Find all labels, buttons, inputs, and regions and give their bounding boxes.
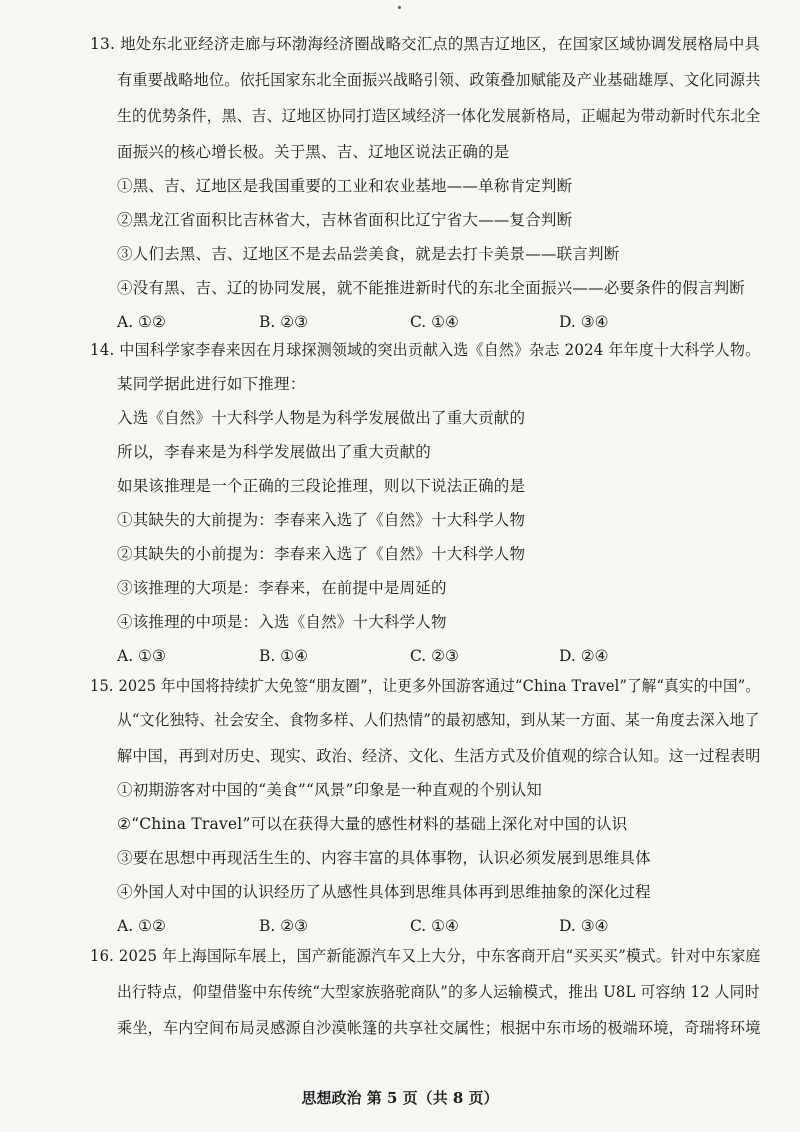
option-a[interactable]: A. ①② [117,917,166,935]
question-13-line-2: 有重要战略地位。依托国家东北全面振兴战略引领、政策叠加赋能及产业基础雄厚、文化同源共 [117,71,761,89]
statement-1: ①其缺失的大前提为：李春来入选了《自然》十大科学人物 [117,511,526,529]
option-c[interactable]: C. ①④ [410,313,459,331]
question-14-line-4: 所以，李春来是为科学发展做出了重大贡献的 [117,443,432,461]
question-13-line-1: 13. 地处东北亚经济走廊与环渤海经济圈战略交汇点的黑吉辽地区，在国家区域协调发展格局中具 [90,35,761,53]
question-15-line-2: 从“文化独特、社会安全、食物多样、人们热情”的最初感知，到从某一方面、某一角度去深入地了 [117,711,760,729]
scan-dot [398,6,401,9]
statement-4: ④没有黑、吉、辽的协同发展，就不能推进新时代的东北全面振兴——必要条件的假言判断 [117,279,746,297]
statement-3: ③该推理的大项是：李春来，在前提中是周延的 [117,579,447,597]
question-13-line-3: 生的优势条件，黑、吉、辽地区协同打造区域经济一体化发展新格局，正崛起为带动新时代东北全 [117,107,761,125]
page-footer: 思想政治 第 5 页（共 8 页） [301,1089,499,1107]
option-c[interactable]: C. ①④ [410,917,459,935]
question-14-line-2: 某同学据此进行如下推理： [117,375,306,393]
option-b[interactable]: B. ②③ [259,917,309,935]
statement-2: ②其缺失的小前提为：李春来入选了《自然》十大科学人物 [117,545,526,563]
option-b[interactable]: B. ①④ [259,647,309,665]
option-d[interactable]: D. ③④ [559,313,609,331]
question-16-line-3: 乘坐，车内空间布局灵感源自沙漠帐篷的共享社交属性；根据中东市场的极端环境，奇瑞将环境 [117,1019,761,1037]
question-14-line-5: 如果该推理是一个正确的三段论推理，则以下说法正确的是 [117,477,526,495]
question-14-line-3: 入选《自然》十大科学人物是为科学发展做出了重大贡献的 [117,409,526,427]
statement-1: ①初期游客对中国的“美食”“风景”印象是一种直观的个别认知 [117,781,542,799]
statement-4: ④该推理的中项是：入选《自然》十大科学人物 [117,613,447,631]
question-15-line-3: 解中国，再到对历史、现实、政治、经济、文化、生活方式及价值观的综合认知。这一过程表明 [117,747,761,765]
statement-2: ②黑龙江省面积比吉林省大，吉林省面积比辽宁省大——复合判断 [117,211,573,229]
option-d[interactable]: D. ③④ [559,917,609,935]
question-15-line-1: 15. 2025 年中国将持续扩大免签“朋友圈”，让更多外国游客通过“China Travel”了解“真实的中国”。 [90,677,761,695]
statement-2: ②“China Travel”可以在获得大量的感性材料的基础上深化对中国的认识 [117,815,628,833]
question-14-line-1: 14. 中国科学家李春来因在月球探测领域的突出贡献入选《自然》杂志 2024 年年度十大科学人物。 [90,341,761,359]
statement-3: ③人们去黑、吉、辽地区不是去品尝美食，就是去打卡美景——联言判断 [117,245,620,263]
question-16-line-2: 出行特点，仰望借鉴中东传统“大型家族骆驼商队”的多人运输模式，推出 U8L 可容纳 12 人同时 [117,983,760,1001]
statement-4: ④外国人对中国的认识经历了从感性具体到思维具体再到思维抽象的深化过程 [117,883,651,901]
option-a[interactable]: A. ①③ [117,647,166,665]
option-a[interactable]: A. ①② [117,313,166,331]
statement-3: ③要在思想中再现活生生的、内容丰富的具体事物，认识必须发展到思维具体 [117,849,651,867]
statement-1: ①黑、吉、辽地区是我国重要的工业和农业基地——单称肯定判断 [117,177,573,195]
option-c[interactable]: C. ②③ [410,647,459,665]
question-16-line-1: 16. 2025 年上海国际车展上，国产新能源汽车又上大分，中东客商开启“买买买”模式。针对中东家庭 [90,947,761,965]
option-d[interactable]: D. ②④ [559,647,609,665]
question-13-line-4: 面振兴的核心增长极。关于黑、吉、辽地区说法正确的是 [117,143,510,161]
option-b[interactable]: B. ②③ [259,313,309,331]
